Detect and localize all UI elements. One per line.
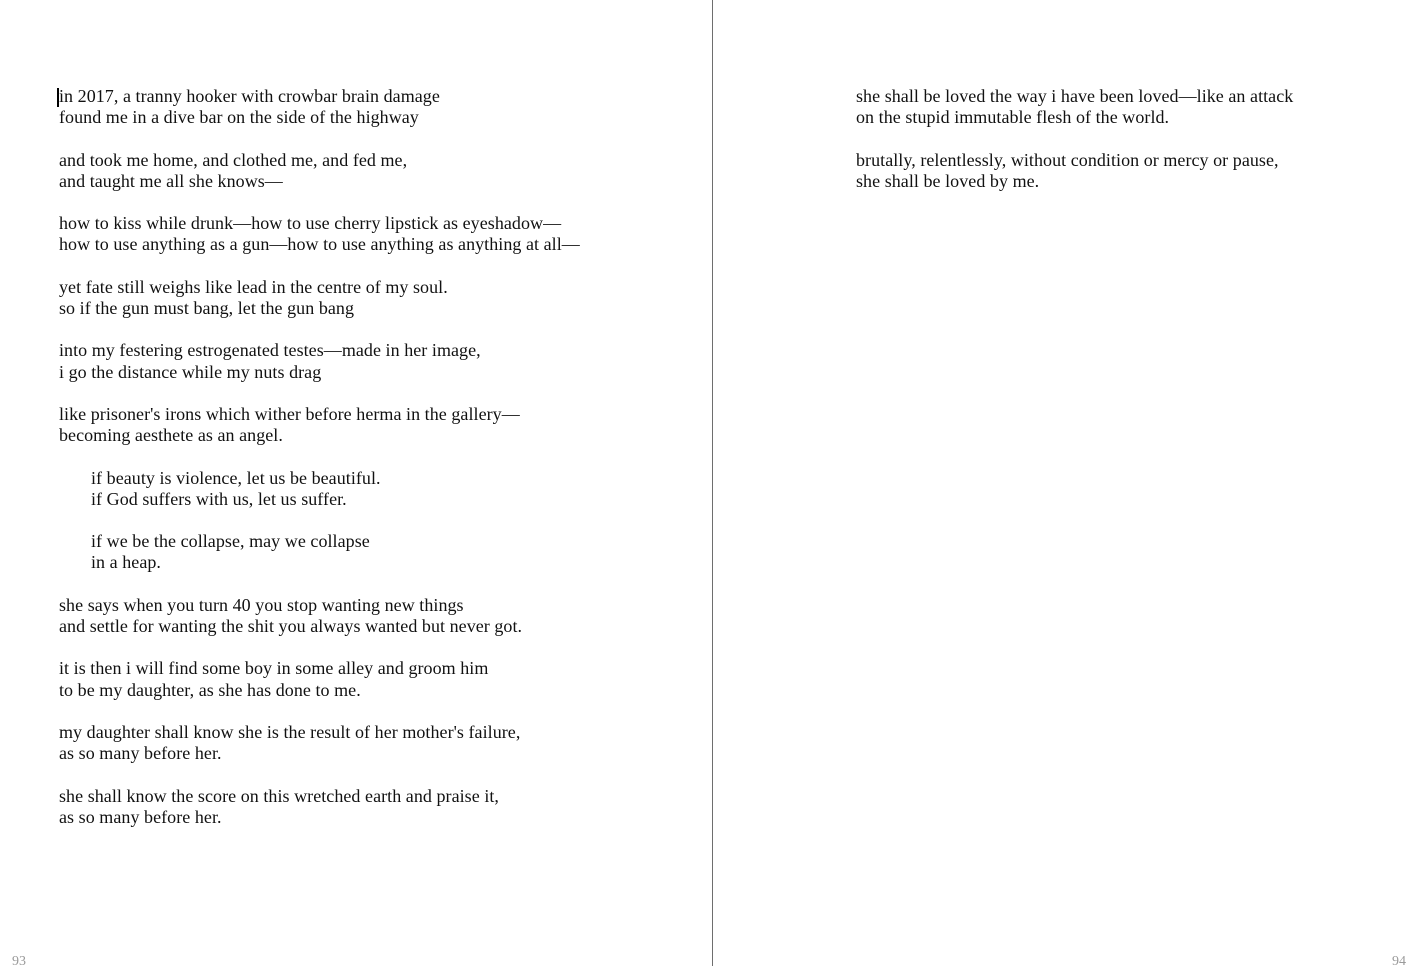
stanza (59, 150, 699, 193)
page-number: 93 (12, 954, 26, 969)
poem-line: in a heap. (91, 552, 161, 573)
right-poem (856, 86, 1386, 213)
poem-line: she says when you turn 40 you stop wanting new things (59, 594, 464, 615)
stanza (59, 404, 699, 447)
text-cursor (57, 88, 59, 107)
stanza (856, 150, 1386, 193)
stanza (59, 277, 699, 320)
stanza (59, 722, 699, 765)
poem-line: if we be the collapse, may we collapse (91, 531, 370, 552)
poem-line: she shall be loved the way i have been loved—like an attack (856, 86, 1294, 106)
poem-line: in 2017, a tranny hooker with crowbar brain damage (59, 86, 440, 106)
poem-line: she shall be loved by me. (856, 170, 1040, 191)
poem-line: on the stupid immutable flesh of the world. (856, 107, 1170, 128)
poem-line: i go the distance while my nuts drag (59, 361, 322, 382)
stanza (59, 340, 699, 383)
poem-line: if God suffers with us, let us suffer. (91, 488, 347, 509)
poem-line: brutally, relentlessly, without condition or mercy or pause, (856, 149, 1279, 170)
right-page (713, 0, 1406, 969)
poem-line: found me in a dive bar on the side of the highway (59, 107, 419, 128)
poem-line: as so many before her. (59, 806, 222, 827)
poem-line: if beauty is violence, let us be beautiful. (91, 467, 381, 488)
poem-line: how to kiss while drunk—how to use cherry lipstick as eyeshadow— (59, 213, 562, 234)
page-number: 94 (1392, 954, 1406, 969)
poem-line: she shall know the score on this wretched earth and praise it, (59, 785, 499, 806)
poem-line: and taught me all she knows— (59, 170, 283, 191)
poem-line: into my festering estrogenated testes—made in her image, (59, 340, 481, 361)
poem-line: and took me home, and clothed me, and fed me, (59, 149, 408, 170)
stanza (59, 595, 699, 638)
left-poem (59, 86, 699, 849)
poem-line: my daughter shall know she is the result of her mother's failure, (59, 721, 521, 742)
poem-line: becoming aesthete as an angel. (59, 425, 283, 446)
poem-line: like prisoner's irons which wither before herma in the gallery— (59, 403, 520, 424)
stanza (59, 213, 699, 256)
stanza (59, 86, 699, 129)
indented-stanza (59, 468, 699, 511)
poem-line: to be my daughter, as she has done to me. (59, 679, 361, 700)
indented-stanza (59, 531, 699, 574)
poem-line: yet fate still weighs like lead in the centre of my soul. (59, 276, 448, 297)
stanza (59, 658, 699, 701)
poem-line: as so many before her. (59, 743, 222, 764)
stanza (59, 786, 699, 829)
poem-line: and settle for wanting the shit you always wanted but never got. (59, 616, 523, 637)
stanza (856, 86, 1386, 129)
poem-line: it is then i will find some boy in some alley and groom him (59, 658, 489, 679)
poem-line: so if the gun must bang, let the gun bang (59, 298, 355, 319)
poem-line: how to use anything as a gun—how to use anything as anything at all— (59, 234, 580, 255)
